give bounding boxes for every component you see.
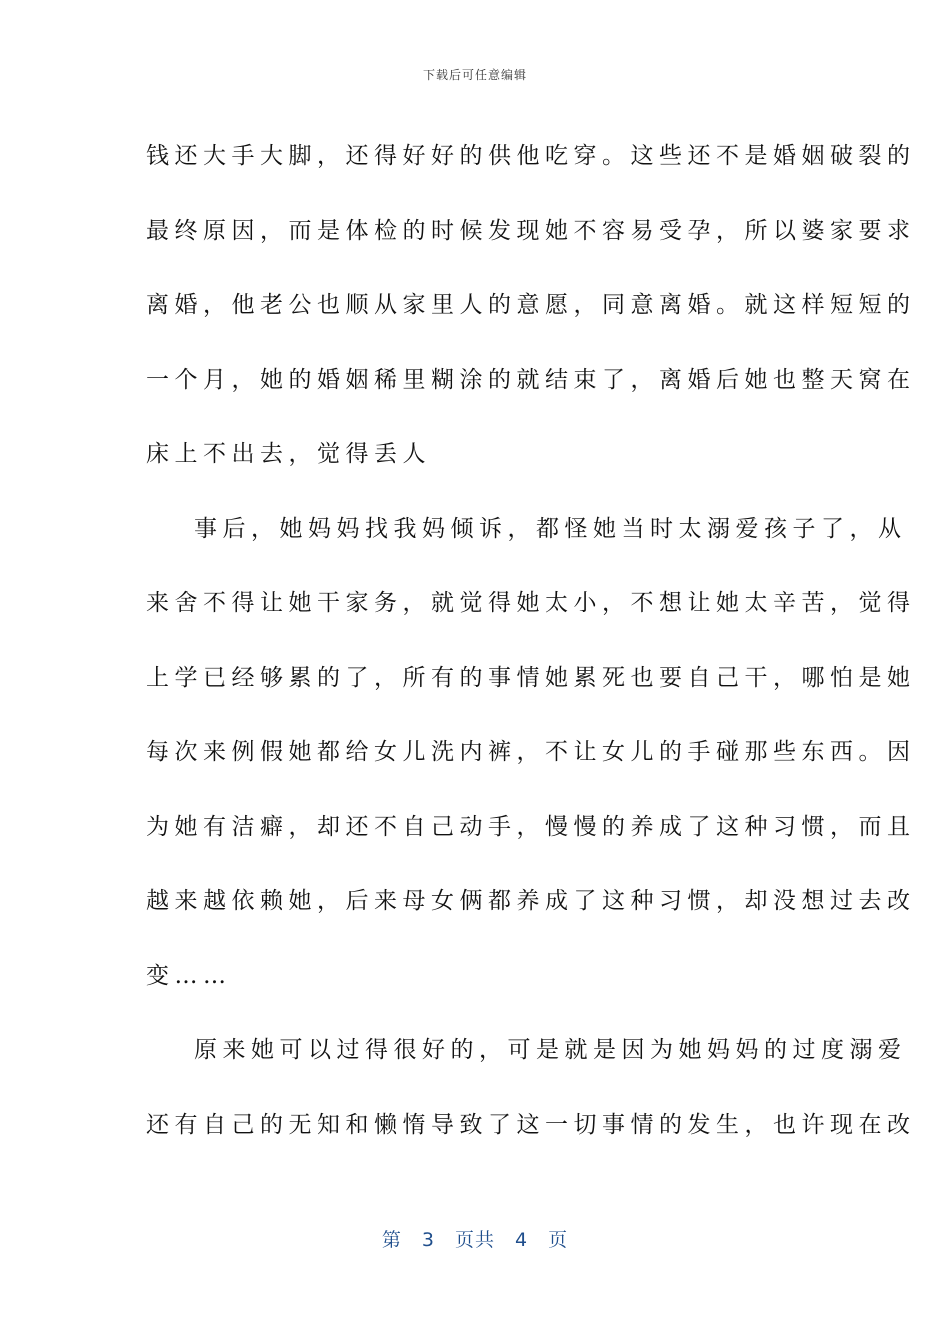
text-line: 来舍不得让她干家务，就觉得她太小，不想让她太辛苦，觉得: [146, 590, 916, 616]
text-line: 床上不出去，觉得丢人: [146, 441, 431, 467]
paragraph: [146, 1013, 916, 1162]
text-line: 钱还大手大脚，还得好好的供他吃穿。这些还不是婚姻破裂的: [146, 143, 916, 169]
paragraph: [146, 119, 916, 492]
footer-middle: 页共: [454, 1229, 495, 1251]
page-header: 下载后可任意编辑: [422, 68, 527, 82]
total-pages-number: 4: [515, 1229, 529, 1251]
text-line: 还有自己的无知和懒惰导致了这一切事情的发生，也许现在改: [146, 1111, 916, 1138]
text-line: 最终原因，而是体检的时候发现她不容易受孕，所以婆家要求: [146, 217, 916, 244]
page-footer: [0, 1225, 950, 1252]
footer-prefix: 第: [381, 1229, 402, 1251]
text-line: 每次来例假她都给女儿洗内裤，不让女儿的手碰那些东西。因: [146, 739, 916, 765]
text-line: 事后，她妈妈找我妈倾诉，都怪她当时太溺爱孩子了，从: [194, 515, 907, 542]
text-line: 离婚，他老公也顺从家里人的意愿，同意离婚。就这样短短的: [146, 292, 916, 318]
text-line: 原来她可以过得很好的，可是就是因为她妈妈的过度溺爱: [194, 1037, 907, 1063]
current-page-number: 3: [421, 1229, 435, 1251]
text-line: 为她有洁癖，却还不自己动手，慢慢的养成了这种习惯，而且: [146, 813, 916, 840]
document-body: [146, 119, 916, 1162]
text-line: 越来越依赖她，后来母女俩都养成了这种习惯，却没想过去改: [146, 888, 916, 914]
paragraph: [146, 492, 916, 1014]
text-line: 变……: [146, 962, 232, 989]
footer-suffix: 页: [548, 1229, 569, 1251]
text-line: 一个月，她的婚姻稀里糊涂的就结束了，离婚后她也整天窝在: [146, 366, 916, 393]
text-line: 上学已经够累的了，所有的事情她累死也要自己干，哪怕是她: [146, 664, 916, 691]
